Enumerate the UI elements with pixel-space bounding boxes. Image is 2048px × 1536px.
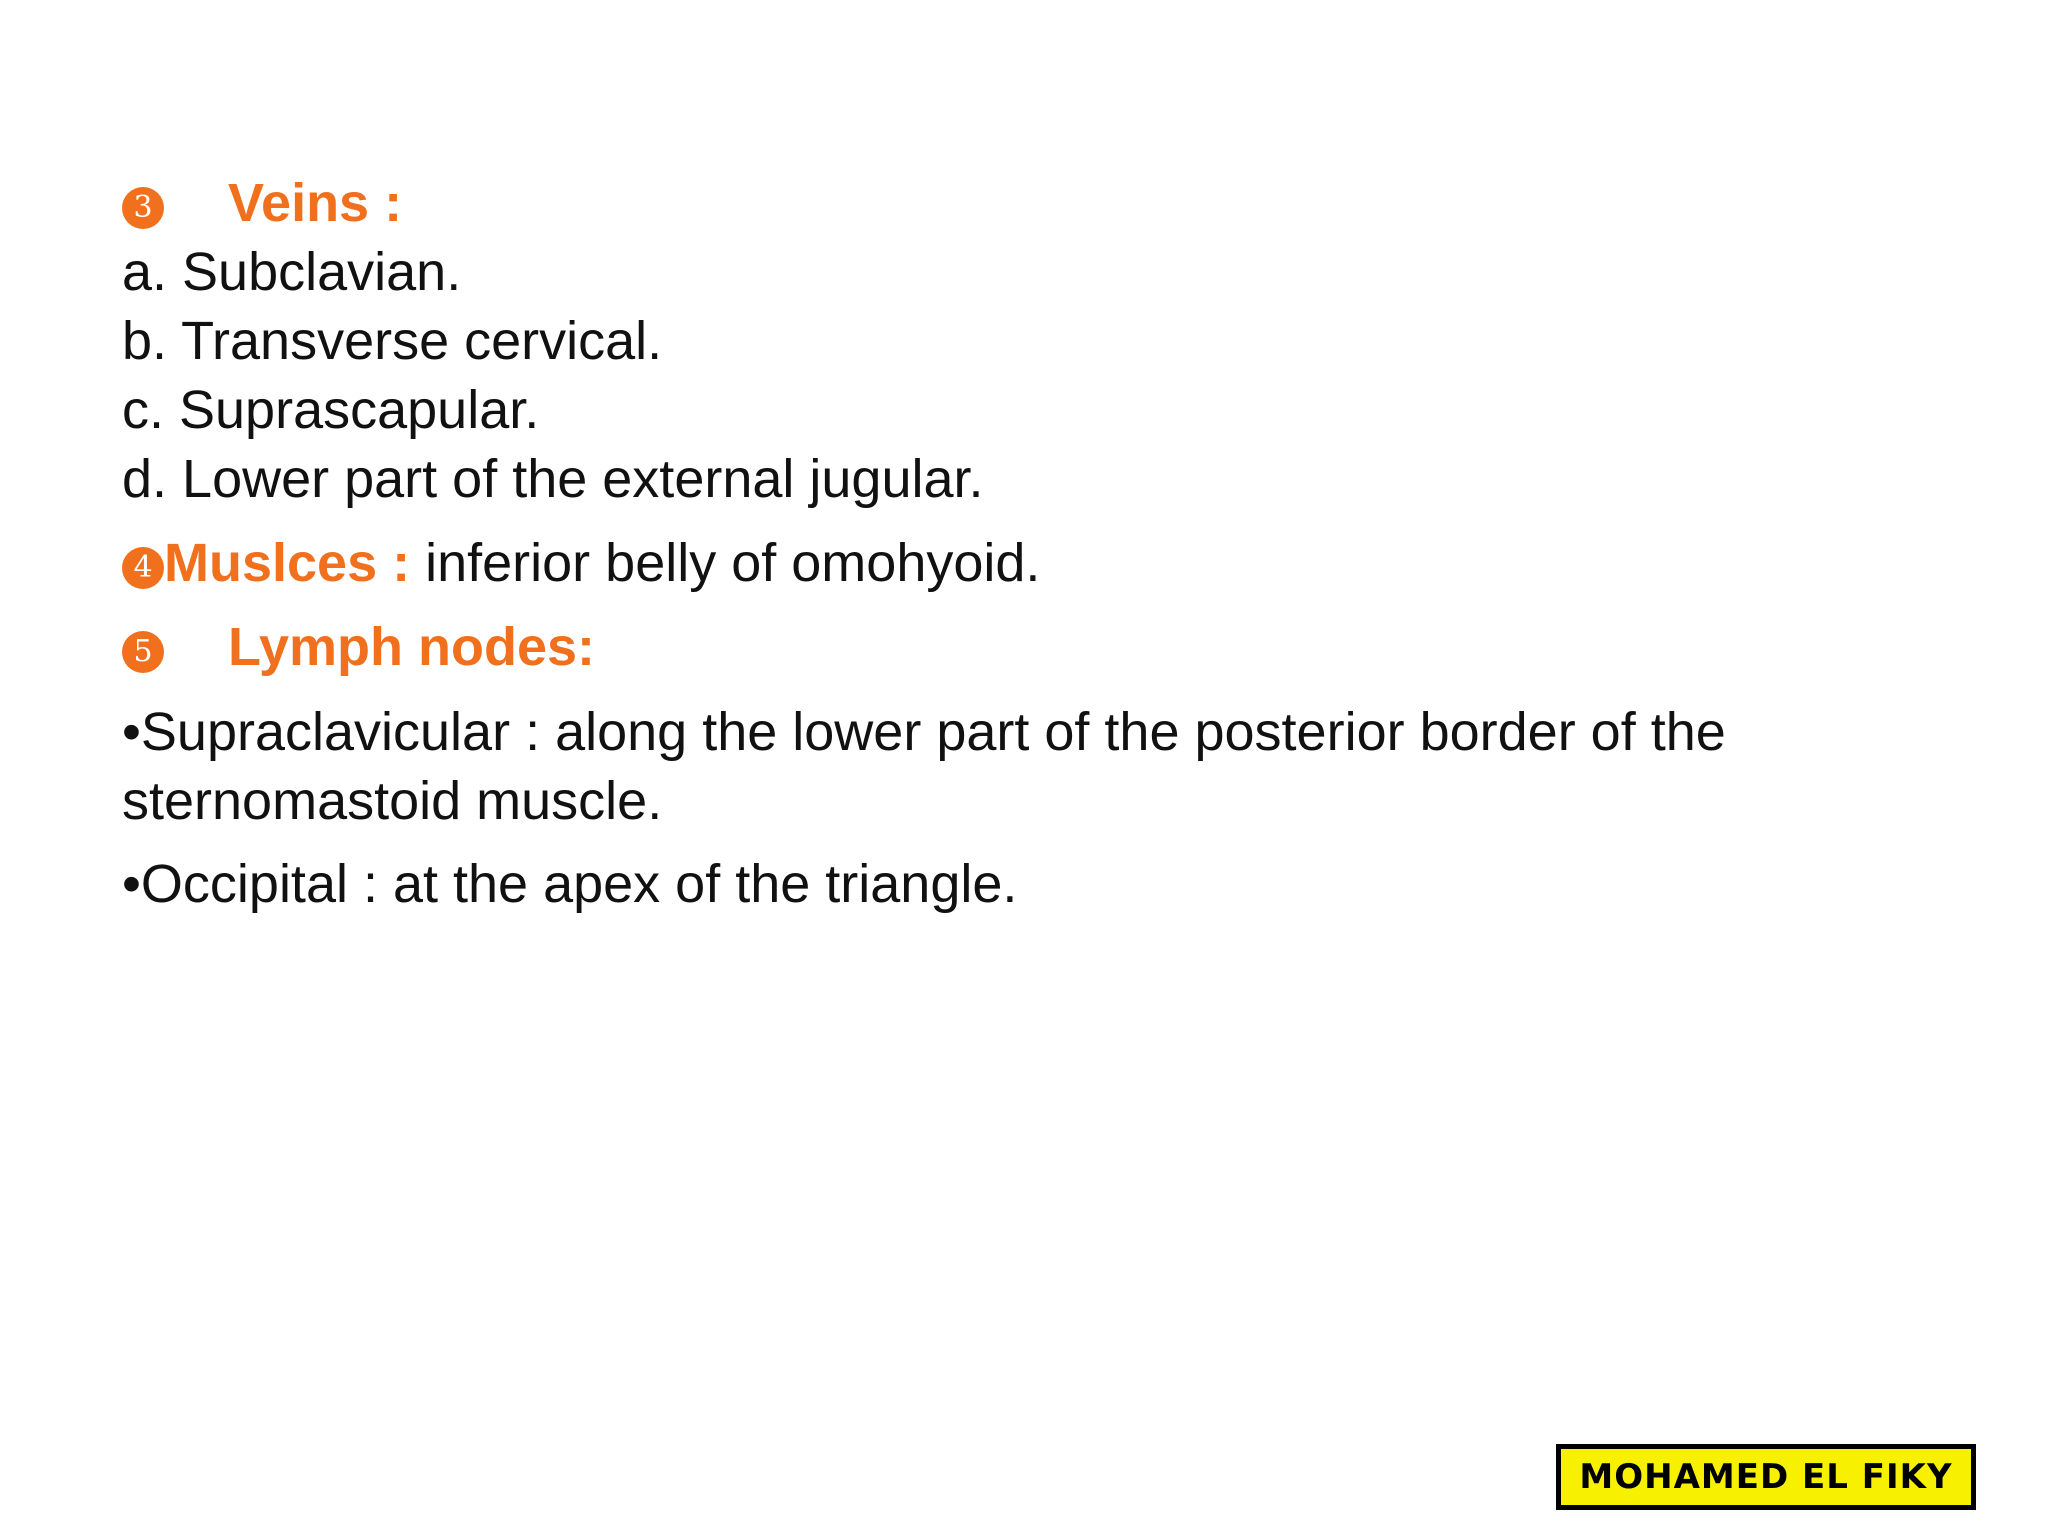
lymph-bullet-occipital: •Occipital : at the apex of the triangle. [122,854,1018,914]
muscles-title: Muslces : [164,533,411,593]
number-3-marker: 3 [122,187,164,229]
veins-heading [122,172,402,234]
veins-item-d: d. Lower part of the external jugular. [122,449,984,509]
veins-item-b: b. Transverse cervical. [122,311,663,371]
veins-item-c: c. Suprascapular. [122,380,540,440]
veins-item-a: a. Subclavian. [122,242,462,302]
muscles-text: inferior belly of omohyoid. [425,533,1041,593]
number-5-marker: 5 [122,631,164,673]
lymph-title: Lymph nodes: [228,617,596,677]
author-badge-text: MOHAMED EL FIKY [1579,1457,1953,1497]
veins-title: Veins : [228,173,403,233]
muscles-line [122,532,1040,594]
lymph-bullet-supraclavicular: •Supraclavicular : along the lower part of the posterior border of the sternomastoid muscle. [122,702,1726,831]
lymph-heading [122,616,595,678]
author-badge [1556,1444,1976,1510]
number-4-marker: 4 [122,547,164,589]
